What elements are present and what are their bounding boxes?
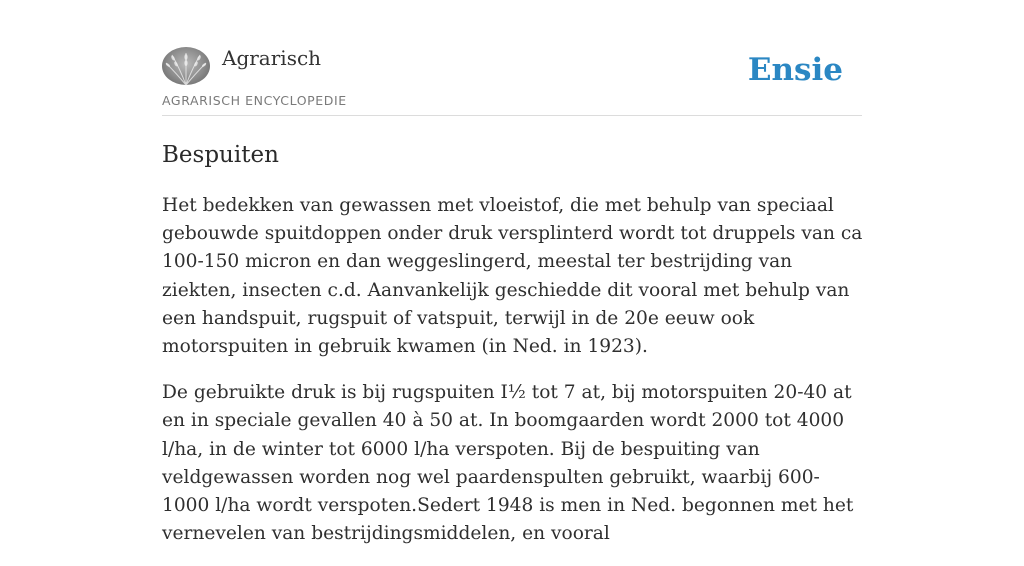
article-paragraph-2: De gebruikte druk is bij rugspuiten I½ tot 7 at, bij motorspuiten 20-40 at en in speciale gevallen 40 à 50 at. In boomgaarden wordt 2000 tot 4000 l/ha, in de winter tot 6000 l/ha verspoten. Bij de bespuiting van veldgewassen worden nog wel paardenspulten gebruikt, waarbij 600-1000 l/ha wordt verspoten.Sedert 1948 is men in Ned. begonnen met het vernevelen van bestrijdingsmiddelen, en vooral bbox=[162, 382, 854, 545]
wheat-ears-icon[interactable] bbox=[162, 47, 210, 85]
article-title: Bespuiten bbox=[162, 142, 279, 168]
article-paragraph-1: Het bedekken van gewassen met vloeistof, die met behulp van speciaal gebouwde spuitdoppen onder druk versplinterd wordt tot druppels van ca 100-150 micron en dan weggeslingerd, meestal ter bestrijding van ziekten, insecten c.d. Aanvankelijk geschiedde dit vooral met behulp van een handspuit, rugspuit of vatspuit, terwijl in de 20e eeuw ook motorspuiten in gebruik kwamen (in Ned. in 1923). bbox=[162, 195, 863, 358]
wheat-ears-svg bbox=[162, 47, 210, 85]
brand-logo[interactable]: Ensie bbox=[747, 52, 843, 88]
source-name[interactable]: Agrarisch bbox=[222, 46, 322, 70]
source-subtitle: AGRARISCH ENCYCLOPEDIE bbox=[162, 93, 347, 108]
source-header bbox=[162, 44, 862, 116]
article-body bbox=[162, 192, 867, 566]
